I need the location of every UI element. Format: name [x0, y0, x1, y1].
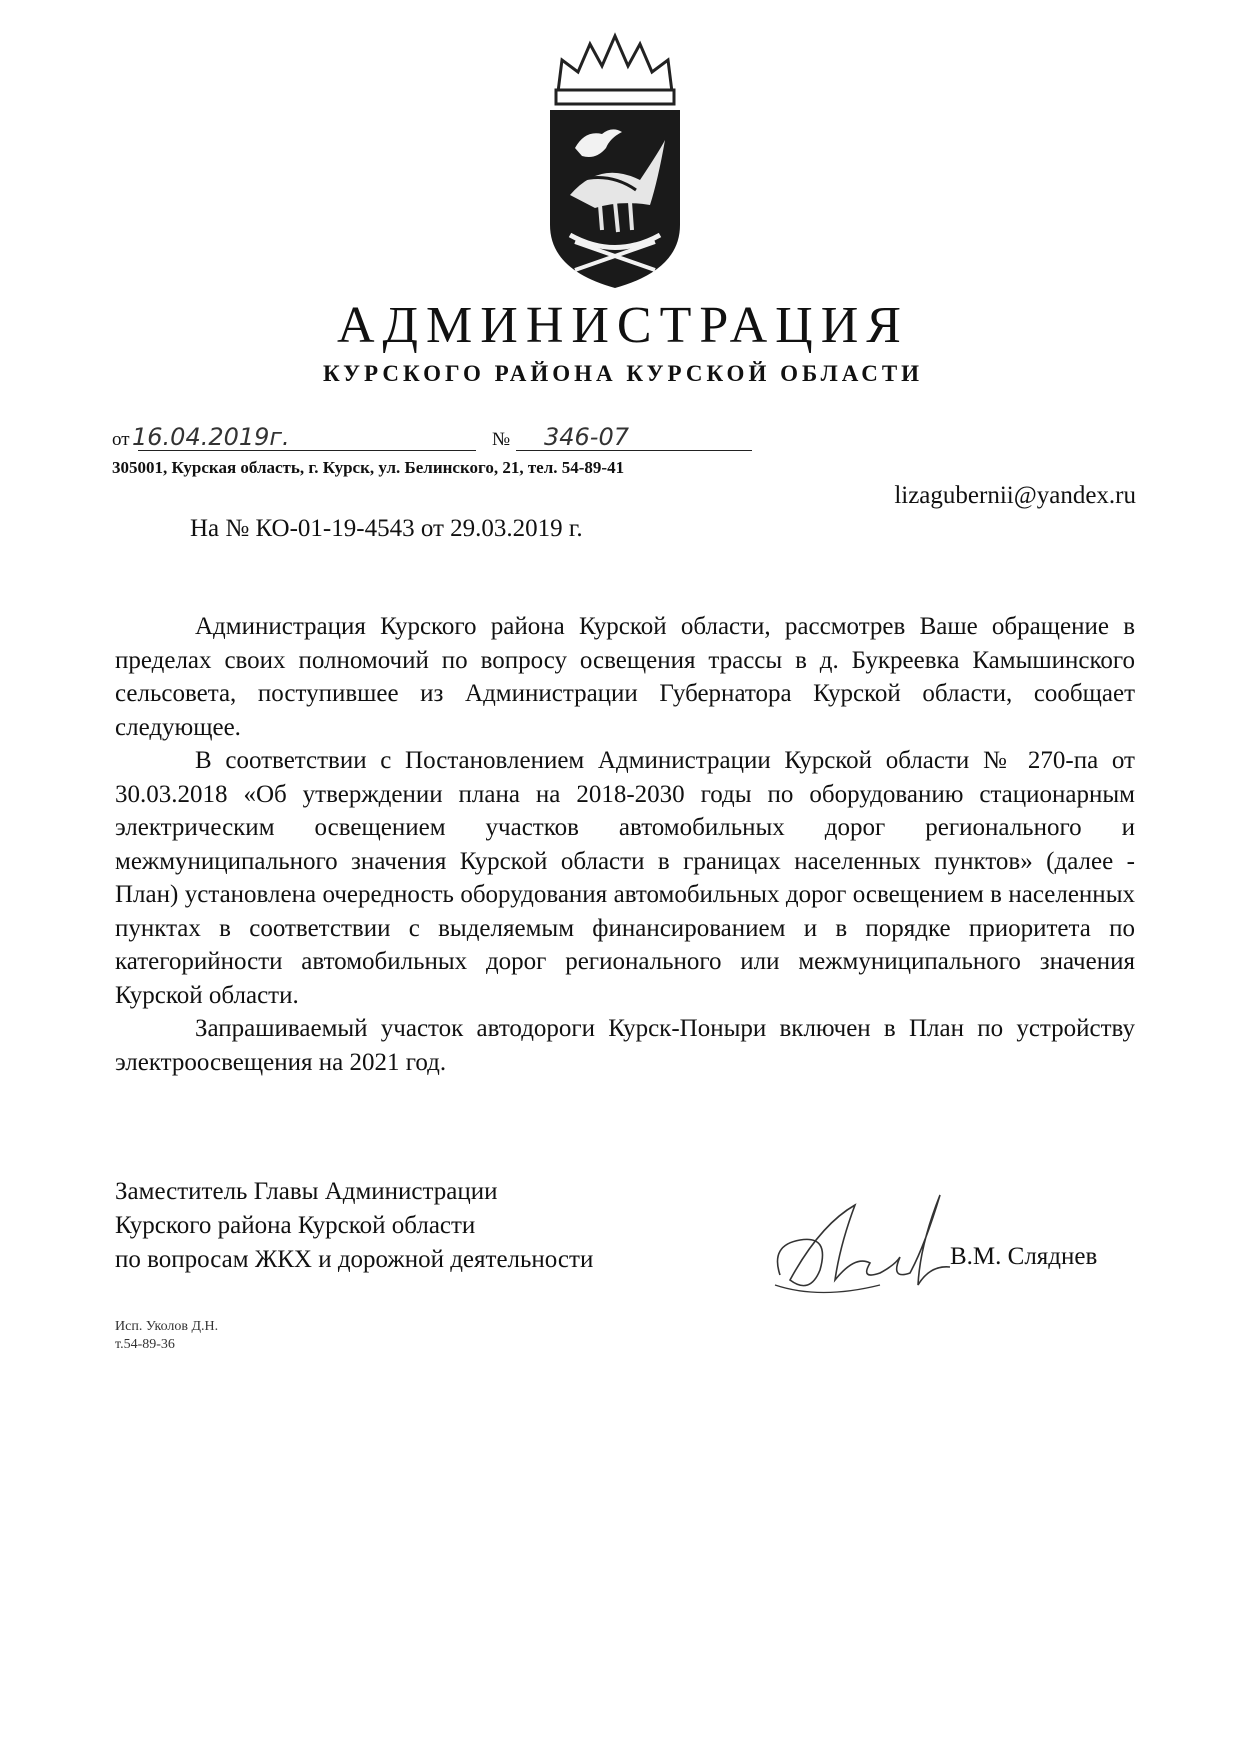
- body-paragraph: Запрашиваемый участок автодороги Курск-Поныри включен в План по устройству электроосвещения на 2021 год.: [115, 1015, 1135, 1076]
- signer-title-line: по вопросам ЖКХ и дорожной деятельности: [115, 1246, 594, 1273]
- signer-title-line: Заместитель Главы Администрации: [115, 1178, 498, 1205]
- org-subtitle: КУРСКОГО РАЙОНА КУРСКОЙ ОБЛАСТИ: [322, 361, 924, 386]
- signer-name: В.М. Сляднев: [950, 1243, 1098, 1270]
- body-paragraph: В соответствии с Постановлением Администрации Курской области № 270-па от 30.03.2018 «Об утверждении плана на 2018-2030 годы по оборудованию стационарным электрическим освещением участков автомобильных дорог регионального и межмуниципального значения Курской области в границах населенных пунктов» (далее - План) установлена очередность оборудования автомобильных дорог освещением в населенных пунктах в соответствии с выделяемым финансированием и в порядке приоритета по категорийности автомобильных дорог регионального или межмуниципального значения Курской области.: [115, 747, 1135, 1009]
- reference-number: На № КО-01-19-4543 от 29.03.2019 г.: [190, 515, 583, 542]
- executor-name: Исп. Уколов Д.Н.: [115, 1319, 219, 1334]
- org-title: АДМИНИСТРАЦИЯ: [337, 297, 909, 354]
- date-label: от: [112, 429, 130, 450]
- date-value: 16.04.2019г.: [132, 423, 290, 451]
- number-value: 346-07: [544, 423, 630, 451]
- executor-phone: т.54-89-36: [115, 1337, 175, 1352]
- org-address: 305001, Курская область, г. Курск, ул. Белинского, 21, тел. 54-89-41: [112, 458, 625, 477]
- recipient-email: lizagubernii@yandex.ru: [894, 482, 1136, 509]
- executor-info: [115, 1318, 218, 1354]
- letter-body: [115, 610, 1135, 1079]
- signer-title: [115, 1175, 593, 1277]
- signer-title-line: Курского района Курской области: [115, 1212, 476, 1239]
- registration-row: [112, 425, 752, 455]
- coat-of-arms-icon: [540, 30, 690, 290]
- handwritten-signature: [760, 1185, 980, 1315]
- body-paragraph: Администрация Курского района Курской области, рассмотрев Ваше обращение в пределах своих полномочий по вопросу освещения трассы в д. Букреевка Камышинского сельсовета, поступившее из Администрации Губернатора Курской области, сообщает следующее.: [115, 613, 1135, 741]
- number-label: №: [492, 429, 511, 450]
